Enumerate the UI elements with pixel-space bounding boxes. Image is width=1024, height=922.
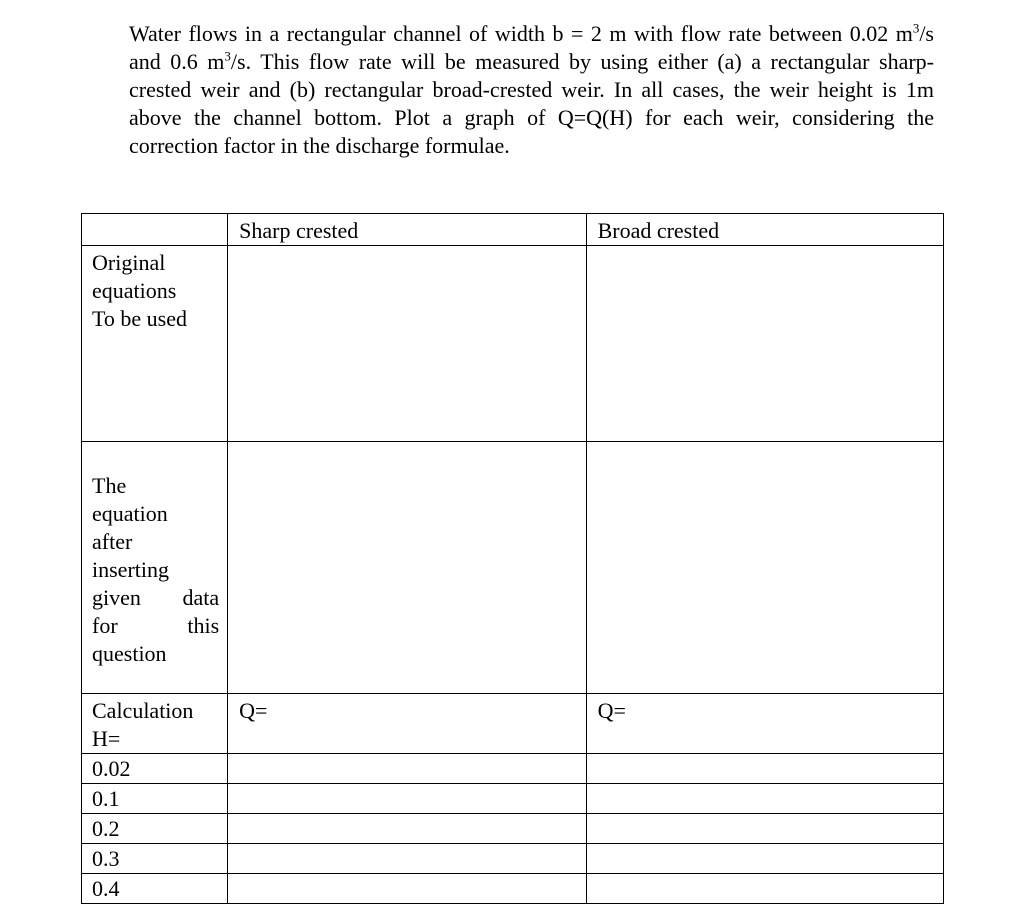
header-sharp-crested: Sharp crested xyxy=(228,214,586,246)
sharp-original-equation-cell[interactable] xyxy=(228,246,586,442)
label-line: equation xyxy=(92,501,168,526)
label-line xyxy=(92,584,219,612)
sharp-q-cell[interactable] xyxy=(228,754,586,784)
label-line: question xyxy=(92,641,167,666)
broad-q-label: Q= xyxy=(586,694,943,754)
h-value: 0.3 xyxy=(82,844,228,874)
header-broad-crested: Broad crested xyxy=(586,214,943,246)
problem-text-2: /s and 0.6 m xyxy=(129,21,934,74)
label-line: equations xyxy=(92,278,177,303)
problem-text-1: Water flows in a rectangular channel of width b = 2 m with flow rate between 0.02 m xyxy=(129,21,913,46)
problem-text-3: /s. This flow rate will be measured by using either (a) a rectangular sharp-crested weir and (b) rectangular broad-crested weir. In all cases, the weir height is 1m above the channel bottom. Plot a graph of Q=Q(H) for each weir, considering the correction factor in the discharge formulae. xyxy=(129,49,934,158)
label-line xyxy=(92,612,219,640)
broad-q-cell[interactable] xyxy=(586,814,943,844)
table-header-row xyxy=(82,214,944,246)
h-value: 0.1 xyxy=(82,784,228,814)
broad-q-cell[interactable] xyxy=(586,754,943,784)
label-line: after xyxy=(92,529,133,554)
broad-q-cell[interactable] xyxy=(586,844,943,874)
label-calculation xyxy=(82,694,228,754)
label-line: Original xyxy=(92,250,166,275)
superscript-3: 3 xyxy=(912,20,920,36)
h-value: 0.02 xyxy=(82,754,228,784)
row-calculation xyxy=(82,694,944,754)
sharp-q-cell[interactable] xyxy=(228,814,586,844)
table-row xyxy=(82,874,944,904)
label-equation-after-inserting xyxy=(82,442,228,694)
broad-q-cell[interactable] xyxy=(586,874,943,904)
problem-statement xyxy=(129,20,934,160)
sharp-q-cell[interactable] xyxy=(228,844,586,874)
sharp-q-cell[interactable] xyxy=(228,874,586,904)
broad-q-cell[interactable] xyxy=(586,784,943,814)
label-line: inserting xyxy=(92,557,169,582)
broad-equation-with-data-cell[interactable] xyxy=(586,442,943,694)
sharp-q-label: Q= xyxy=(228,694,586,754)
sharp-equation-with-data-cell[interactable] xyxy=(228,442,586,694)
label-line: To be used xyxy=(92,306,187,331)
label-line: The xyxy=(92,473,127,498)
table-row xyxy=(82,784,944,814)
weir-answer-table xyxy=(81,213,944,904)
row-original-equations xyxy=(82,246,944,442)
label-word: data xyxy=(182,585,220,610)
label-original-equations xyxy=(82,246,228,442)
table-row xyxy=(82,844,944,874)
row-equation-with-data xyxy=(82,442,944,694)
table-row xyxy=(82,814,944,844)
table-row xyxy=(82,754,944,784)
h-value: 0.4 xyxy=(82,874,228,904)
h-value: 0.2 xyxy=(82,814,228,844)
label-word: given xyxy=(92,585,141,610)
label-line: Calculation xyxy=(92,698,194,723)
label-h: H= xyxy=(92,726,121,751)
header-cell-empty xyxy=(82,214,228,246)
label-word: for xyxy=(92,613,118,638)
label-word: this xyxy=(187,613,220,638)
broad-original-equation-cell[interactable] xyxy=(586,246,943,442)
sharp-q-cell[interactable] xyxy=(228,784,586,814)
superscript-3: 3 xyxy=(224,48,231,64)
